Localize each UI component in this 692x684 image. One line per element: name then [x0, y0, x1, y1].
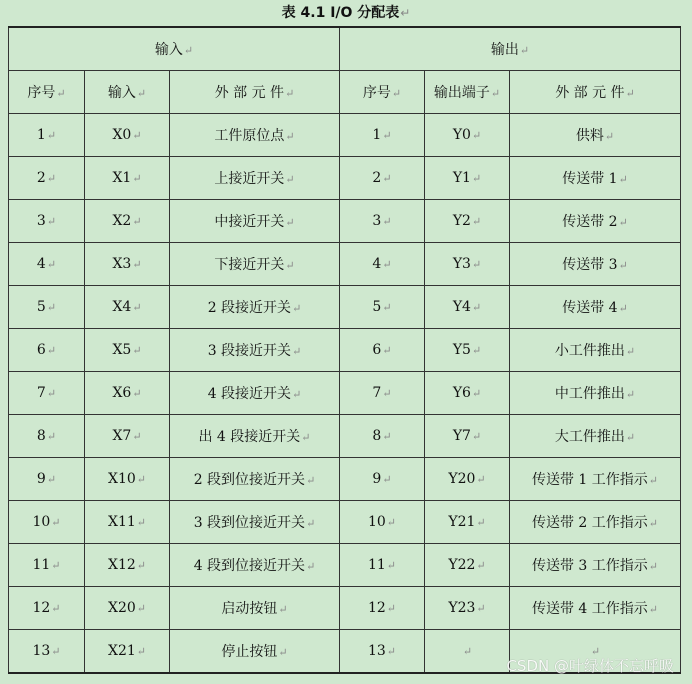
cell-in-device: 4 段到位接近开关↵: [170, 544, 340, 587]
io-allocation-table: [8, 26, 681, 674]
paragraph-mark-icon: ↵: [132, 215, 142, 228]
paragraph-mark-icon: ↵: [471, 215, 482, 228]
paragraph-mark-icon: ↵: [382, 215, 392, 228]
cell-in-no: 4↵: [9, 243, 85, 286]
cell-out-port: Y6↵: [425, 372, 510, 415]
table-row: [9, 458, 681, 501]
cell-in-port: X6↵: [85, 372, 170, 415]
paragraph-mark-icon: ↵: [471, 258, 482, 271]
paragraph-mark-icon: ↵: [648, 603, 659, 616]
cell-out-device: 大工件推出↵: [510, 415, 681, 458]
cell-in-no: 6↵: [9, 329, 85, 372]
paragraph-mark-icon: ↵: [382, 387, 392, 400]
paragraph-mark-icon: ↵: [136, 602, 146, 615]
cell-out-no: 6↵: [340, 329, 425, 372]
cell-in-port: X20↵: [85, 587, 170, 630]
cell-out-no: 4↵: [340, 243, 425, 286]
cell-in-device: 中接近开关↵: [170, 200, 340, 243]
paragraph-mark-icon: ↵: [136, 516, 146, 529]
paragraph-mark-icon: ↵: [285, 216, 295, 229]
paragraph-mark-icon: ↵: [306, 517, 316, 530]
cell-in-port: X10↵: [85, 458, 170, 501]
cell-in-no: 10↵: [9, 501, 85, 544]
paragraph-mark-icon: ↵: [46, 129, 57, 142]
table-row: [9, 372, 681, 415]
table-row: [9, 501, 681, 544]
paragraph-mark-icon: ↵: [278, 646, 288, 659]
cell-in-device: 上接近开关↵: [170, 157, 340, 200]
paragraph-mark-icon: ↵: [382, 301, 392, 314]
paragraph-mark-icon: ↵: [382, 430, 392, 443]
cell-out-port: Y21↵: [425, 501, 510, 544]
cell-in-device: 下接近开关↵: [170, 243, 340, 286]
cell-out-device: 供料↵: [510, 114, 681, 157]
cell-in-port: X7↵: [85, 415, 170, 458]
paragraph-mark-icon: ↵: [648, 517, 659, 530]
cell-out-device: 传送带 3↵: [510, 243, 681, 286]
cell-out-port: Y0↵: [425, 114, 510, 157]
paragraph-mark-icon: ↵: [618, 302, 628, 315]
cell-in-device: 4 段接近开关↵: [170, 372, 340, 415]
paragraph-mark-icon: ↵: [306, 560, 316, 573]
cell-out-port: Y3↵: [425, 243, 510, 286]
paragraph-mark-icon: ↵: [625, 345, 636, 358]
cell-in-no: 2↵: [9, 157, 85, 200]
paragraph-mark-icon: ↵: [46, 430, 57, 443]
cell-in-port: X11↵: [85, 501, 170, 544]
cell-in-device: 3 段到位接近开关↵: [170, 501, 340, 544]
paragraph-mark-icon: ↵: [46, 301, 57, 314]
paragraph-mark-icon: ↵: [471, 301, 482, 314]
cell-out-device: 传送带 1 工作指示↵: [510, 458, 681, 501]
paragraph-mark-icon: ↵: [618, 216, 628, 229]
paragraph-mark-icon: ↵: [46, 473, 57, 486]
paragraph-mark-icon: ↵: [462, 645, 473, 658]
paragraph-mark-icon: ↵: [476, 473, 486, 486]
header-input-device: 外 部 元 件↵: [170, 71, 340, 114]
group-header-output: 输出↵: [340, 27, 681, 71]
paragraph-mark-icon: ↵: [136, 645, 146, 658]
paragraph-mark-icon: ↵: [382, 344, 392, 357]
paragraph-mark-icon: ↵: [648, 560, 659, 573]
paragraph-mark-icon: ↵: [51, 645, 61, 658]
cell-in-no: 12↵: [9, 587, 85, 630]
group-header-input: 输入↵: [9, 27, 340, 71]
cell-out-port: Y5↵: [425, 329, 510, 372]
paragraph-mark-icon: ↵: [471, 129, 482, 142]
cell-in-no: 8↵: [9, 415, 85, 458]
cell-in-port: X5↵: [85, 329, 170, 372]
cell-out-no: 2↵: [340, 157, 425, 200]
paragraph-mark-icon: ↵: [136, 559, 146, 572]
cell-out-no: 12↵: [340, 587, 425, 630]
paragraph-mark-icon: ↵: [471, 387, 482, 400]
table-row: [9, 286, 681, 329]
cell-out-port: Y7↵: [425, 415, 510, 458]
paragraph-mark-icon: ↵: [136, 473, 146, 486]
table-row: [9, 200, 681, 243]
header-output-no: 序号↵: [340, 71, 425, 114]
cell-out-port: [425, 630, 510, 674]
paragraph-mark-icon: ↵: [476, 516, 486, 529]
table-row: [9, 544, 681, 587]
paragraph-mark-icon: ↵: [285, 173, 295, 186]
paragraph-mark-icon: ↵: [471, 344, 482, 357]
paragraph-mark-icon: ↵: [292, 388, 302, 401]
header-input-no: 序号↵: [9, 71, 85, 114]
cell-in-no: 3↵: [9, 200, 85, 243]
paragraph-mark-icon: ↵: [292, 302, 302, 315]
header-input-port: 输入↵: [85, 71, 170, 114]
watermark: CSDN @叶绿体不忘呼吸: [506, 657, 674, 675]
cell-out-device: 传送带 1↵: [510, 157, 681, 200]
cell-out-no: 9↵: [340, 458, 425, 501]
paragraph-mark-icon: ↵: [476, 559, 486, 572]
cell-in-port: X3↵: [85, 243, 170, 286]
cell-in-port: X21↵: [85, 630, 170, 674]
table-caption-text: 表 4.1 I/O 分配表: [281, 5, 400, 21]
cell-out-device: 传送带 4↵: [510, 286, 681, 329]
paragraph-mark-icon: ↵: [476, 602, 486, 615]
paragraph-mark-icon: ↵: [46, 344, 57, 357]
cell-in-device: 出 4 段接近开关↵: [170, 415, 340, 458]
paragraph-mark-icon: ↵: [285, 259, 295, 272]
cell-out-device: 中工件推出↵: [510, 372, 681, 415]
paragraph-mark-icon: ↵: [382, 258, 392, 271]
table-row: [9, 157, 681, 200]
paragraph-mark-icon: ↵: [132, 301, 142, 314]
cell-out-no: 8↵: [340, 415, 425, 458]
cell-in-no: 13↵: [9, 630, 85, 674]
cell-in-device: 2 段到位接近开关↵: [170, 458, 340, 501]
paragraph-mark-icon: ↵: [132, 258, 142, 271]
cell-out-device: 传送带 2↵: [510, 200, 681, 243]
paragraph-mark-icon: ↵: [301, 431, 311, 444]
cell-out-device: 传送带 3 工作指示↵: [510, 544, 681, 587]
paragraph-mark-icon: ↵: [132, 344, 142, 357]
paragraph-mark-icon: ↵: [382, 129, 392, 142]
cell-out-port: Y4↵: [425, 286, 510, 329]
paragraph-mark-icon: ↵: [278, 603, 288, 616]
cell-in-no: 9↵: [9, 458, 85, 501]
paragraph-mark-icon: ↵: [51, 602, 61, 615]
header-output-port: 输出端子↵: [425, 71, 510, 114]
table-row: [9, 415, 681, 458]
cell-out-port: Y20↵: [425, 458, 510, 501]
cell-in-port: X1↵: [85, 157, 170, 200]
paragraph-mark-icon: ↵: [625, 388, 636, 401]
paragraph-mark-icon: ↵: [471, 172, 482, 185]
table-row: [9, 114, 681, 157]
paragraph-mark-icon: ↵: [132, 172, 142, 185]
cell-in-port: X2↵: [85, 200, 170, 243]
cell-out-port: Y23↵: [425, 587, 510, 630]
cell-out-no: 1↵: [340, 114, 425, 157]
cell-in-port: X4↵: [85, 286, 170, 329]
paragraph-mark-icon: ↵: [590, 645, 601, 658]
cell-out-port: Y1↵: [425, 157, 510, 200]
paragraph-mark-icon: ↵: [618, 173, 628, 186]
cell-out-device: 传送带 2 工作指示↵: [510, 501, 681, 544]
cell-out-device: 传送带 4 工作指示↵: [510, 587, 681, 630]
table-caption: [0, 2, 692, 24]
paragraph-mark-icon: ↵: [132, 129, 142, 142]
paragraph-mark-icon: ↵: [51, 516, 61, 529]
paragraph-mark-icon: ↵: [292, 345, 302, 358]
paragraph-mark-icon: ↵: [285, 130, 295, 143]
table-row: [9, 587, 681, 630]
paragraph-mark-icon: ↵: [386, 602, 397, 615]
cell-out-device: 小工件推出↵: [510, 329, 681, 372]
cell-out-no: 3↵: [340, 200, 425, 243]
cell-out-no: 7↵: [340, 372, 425, 415]
cell-in-device: 启动按钮↵: [170, 587, 340, 630]
cell-in-device: 工件原位点↵: [170, 114, 340, 157]
cell-out-no: 5↵: [340, 286, 425, 329]
cell-out-port: Y22↵: [425, 544, 510, 587]
paragraph-mark-icon: ↵: [386, 516, 397, 529]
cell-in-no: 5↵: [9, 286, 85, 329]
cell-in-device: 3 段接近开关↵: [170, 329, 340, 372]
paragraph-mark-icon: ↵: [471, 430, 482, 443]
paragraph-mark-icon: ↵: [625, 431, 636, 444]
paragraph-mark-icon: ↵: [51, 559, 61, 572]
paragraph-mark-icon: ↵: [46, 215, 57, 228]
paragraph-mark-icon: ↵: [618, 259, 628, 272]
paragraph-mark-icon: ↵: [46, 387, 57, 400]
paragraph-mark-icon: ↵: [132, 430, 142, 443]
paragraph-mark-icon: ↵: [386, 559, 397, 572]
cell-out-no: 10↵: [340, 501, 425, 544]
cell-out-no: 11↵: [340, 544, 425, 587]
cell-in-no: 1↵: [9, 114, 85, 157]
paragraph-mark-icon: ↵: [382, 473, 392, 486]
paragraph-mark-icon: ↵: [46, 258, 57, 271]
cell-in-port: X0↵: [85, 114, 170, 157]
cell-out-port: Y2↵: [425, 200, 510, 243]
header-output-device: 外 部 元 件↵: [510, 71, 681, 114]
paragraph-mark-icon: ↵: [382, 172, 392, 185]
cell-in-device: 停止按钮↵: [170, 630, 340, 674]
paragraph-mark-icon: ↵: [604, 130, 615, 143]
paragraph-mark-icon: ↵: [46, 172, 57, 185]
cell-out-no: 13↵: [340, 630, 425, 674]
cell-in-no: 11↵: [9, 544, 85, 587]
cell-in-port: X12↵: [85, 544, 170, 587]
table-row: [9, 329, 681, 372]
paragraph-mark-icon: ↵: [648, 474, 659, 487]
paragraph-mark-icon: ↵: [306, 474, 316, 487]
paragraph-mark-icon: ↵: [386, 645, 397, 658]
cell-in-no: 7↵: [9, 372, 85, 415]
paragraph-mark-icon: ↵: [400, 6, 411, 20]
table-row: [9, 243, 681, 286]
cell-in-device: 2 段接近开关↵: [170, 286, 340, 329]
paragraph-mark-icon: ↵: [132, 387, 142, 400]
